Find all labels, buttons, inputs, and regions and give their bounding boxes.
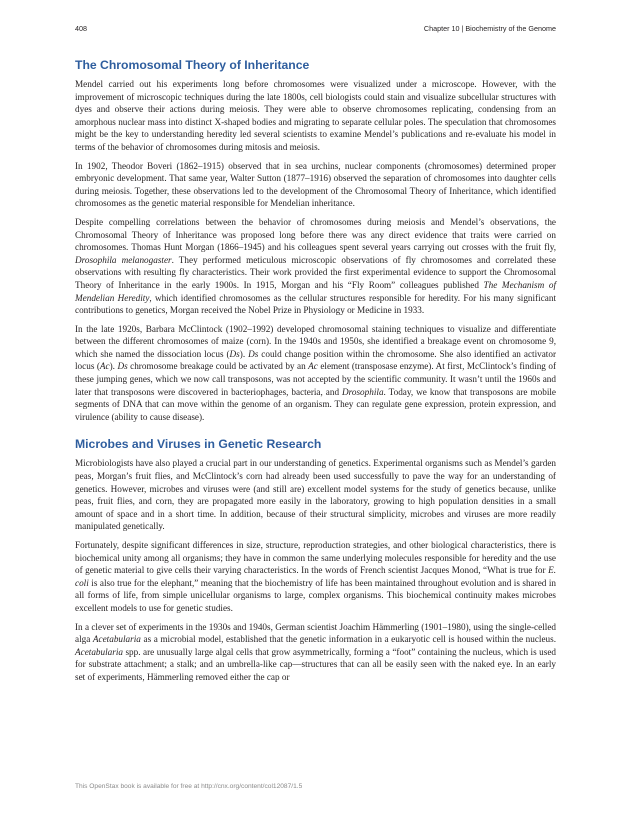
text-run: spp. are unusually large algal cells that grow asymmetrically, forming a “foot” containing the nucleus, which is used for substrate attachment; a stalk; and an umbrella-like cap—structures that can all be easily seen with the naked eye. In an early set of experiments, Hämmerling removed either the cap or xyxy=(75,646,556,682)
paragraph xyxy=(75,539,556,615)
paragraph xyxy=(75,323,556,424)
italic-term: Ac xyxy=(99,361,110,372)
page-body xyxy=(75,58,556,690)
text-run: is also true for the elephant,” meaning that the biochemistry of life has been maintained throughout evolution and is shared in all forms of life, from simple unicellular organisms to large, complex organisms. This biochemical continuity makes microbes excellent models to use for genetic studies. xyxy=(75,577,556,613)
text-run: could change position within the chromosome. She also identified an activator locus ( xyxy=(75,348,557,372)
section-heading-chromosomal-theory: The Chromosomal Theory of Inheritance xyxy=(75,58,310,72)
text-run: ). xyxy=(109,361,118,372)
italic-term: Drosophila melanogaster xyxy=(75,254,172,265)
text-run: In the late 1920s, Barbara McClintock (1902–1992) developed chromosomal staining techniques to visualize and differentiate between the different chromosomes of maize (corn). In the 1940s and 1950s, she identified a breakage event on chromosome 9, which she named the dissociation locus ( xyxy=(75,323,556,359)
chapter-title: Chapter 10 | Biochemistry of the Genome xyxy=(423,24,556,33)
text-run: . They performed meticulous microscopic observations of fly chromosomes and correlated these observations with resulting fly characteristics. Their work provided the first experimental evidence to support the Chromosomal Theory of Inheritance in the early 1900s. In 1915, Morgan and his “Fly Room” colleagues published xyxy=(75,254,556,290)
italic-term: Acetabularia xyxy=(75,646,123,657)
italic-term: Ds xyxy=(117,361,128,372)
text-run: Despite compelling correlations between the behavior of chromosomes during meiosis and Mendel’s observations, the Chromosomal Theory of Inheritance was proposed long before there was any direct evidence that traits were carried on chromosomes. Thomas Hunt Morgan (1866–1945) and his colleagues spent several years carrying out crosses with the fruit fly, xyxy=(75,216,556,253)
paragraph xyxy=(75,216,556,317)
page-footer: This OpenStax book is available for free at http://cnx.org/content/col12087/1.5 xyxy=(75,783,303,790)
italic-term: Acetabularia xyxy=(92,634,141,645)
italic-term: E. coli xyxy=(75,565,556,588)
italic-term: Ac xyxy=(308,361,318,372)
text-run: chromosome breakage could be activated by an xyxy=(127,361,309,372)
italic-term: Ds xyxy=(248,348,259,359)
page-number: 408 xyxy=(75,24,87,33)
italic-term: Drosophila xyxy=(342,386,384,397)
text-run: as a microbial model, established that the genetic information in a eukaryotic cell is housed within the nucleus. xyxy=(140,634,556,645)
paragraph: In 1902, Theodor Boveri (1862–1915) observed that in sea urchins, nuclear components (chromosomes) determined proper embryonic development. That same year, Walter Sutton (1877–1916) observed the separation of chromosomes into daughter cells during meiosis. Together, these observations led to the development of the Chromosomal Theory of Inheritance, which identified chromosomes as the genetic material responsible for Mendelian inheritance. xyxy=(75,160,556,209)
section-heading-microbes-viruses: Microbes and Viruses in Genetic Research xyxy=(75,437,322,452)
text-run: Fortunately, despite significant differences in size, structure, reproduction strategies, and other biological characteristics, there is biochemical unity among all organisms; they have in common the same underlying molecules responsible for heredity and the use of genetic material to give cells their varying characteristics. In the words of French scientist Jacques Monod, “What is true for xyxy=(75,540,556,576)
text-run: . Today, we know that transposons are mobile segments of DNA that can move within the genome of an organism. They can regulate gene expression, protein expression, and virulence (ability to cause disease). xyxy=(75,386,556,422)
paragraph xyxy=(75,621,556,684)
italic-title: The Mechanism of Mendelian Heredity xyxy=(75,279,557,303)
text-run: ). xyxy=(239,348,249,359)
text-run: element (transposase enzyme). At first, McClintock’s finding of these jumping genes, which we now call transposons, was not accepted by the scientific community. It wasn’t until the 1960s and later that transposons were discovered in bacteriophages, bacteria, and xyxy=(75,361,556,397)
italic-term: Ds xyxy=(229,348,240,359)
paragraph: Microbiologists have also played a crucial part in our understanding of genetics. Experimental organisms such as Mendel’s garden peas, Morgan’s fruit flies, and McClintock’s corn had already been used successfully to pave the way for an understanding of genetics. However, microbes and viruses were (and still are) excellent model systems for the study of genetics because, unlike peas, fruit flies, and corn, they are propagated more easily in the laboratory, growing to high population densities in a small amount of space and in a short time. In addition, because of their structural simplicity, microbes and viruses are more readily manipulated genetically. xyxy=(75,458,556,532)
text-run: , which identified chromosomes as the cellular structures responsible for heredity. For his many significant contributions to genetics, Morgan received the Nobel Prize in Physiology or Medicine in 1933. xyxy=(75,292,556,316)
text-run: In a clever set of experiments in the 1930s and 1940s, German scientist Joachim Hämmerling (1901–1980), using the single-celled alga xyxy=(75,621,556,645)
paragraph: Mendel carried out his experiments long before chromosomes were visualized under a microscope. However, with the improvement of microscopic techniques during the late 1800s, cell biologists could stain and visualize subcellular structures with dyes and observe their actions during meiosis. They were able to observe chromosomes replicating, condensing from an amorphous nuclear mass into distinct X-shaped bodies and migrating to separate cellular poles. The speculation that chromosomes might be the key to understanding heredity led several scientists to examine Mendel’s publications and re-evaluate his model in terms of the behavior of chromosomes during mitosis and meiosis. xyxy=(75,79,556,152)
page-header xyxy=(75,24,556,36)
